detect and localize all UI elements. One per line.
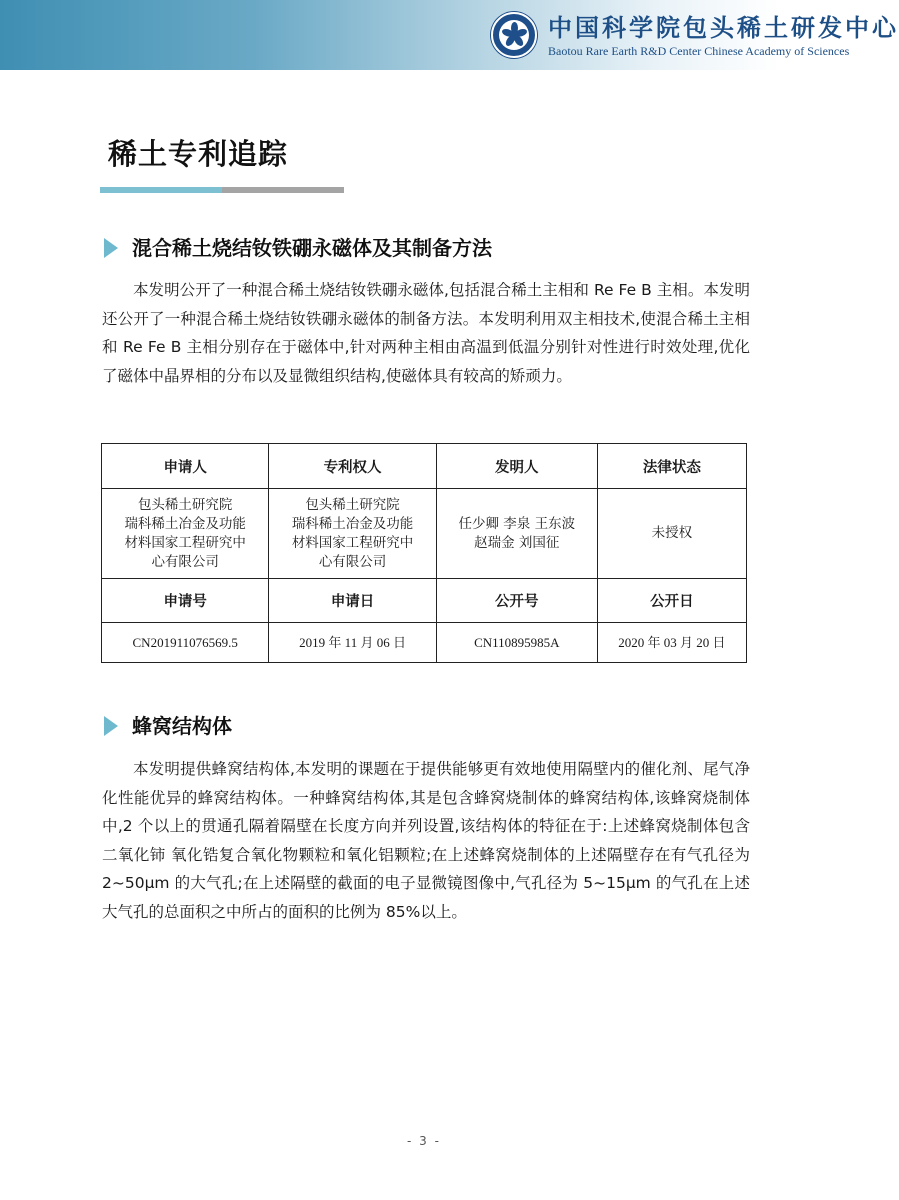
article-heading-text: 混合稀土烧结钕铁硼永磁体及其制备方法 [132, 236, 492, 260]
table-header-publication-no: 公开号 [436, 579, 597, 623]
title-underline-teal [100, 187, 222, 193]
cell-applicant: 包头稀土研究院 瑞科稀土冶金及功能 材料国家工程研究中 心有限公司 [102, 489, 269, 579]
cell-application-no: CN201911076569.5 [102, 623, 269, 663]
table-header-application-date: 申请日 [269, 579, 436, 623]
org-name-cn: 中国科学院包头稀土研发中心 [548, 13, 899, 42]
patent-info-table [101, 443, 747, 663]
table-header-publication-date: 公开日 [597, 579, 746, 623]
cell-publication-date: 2020 年 03 月 20 日 [597, 623, 746, 663]
article-heading-text: 蜂窝结构体 [132, 714, 232, 738]
page-number: - 3 - [407, 1134, 441, 1148]
article-body: 本发明提供蜂窝结构体,本发明的课题在于提供能够更有效地使用隔壁内的催化剂、尾气净化性能优异的蜂窝结构体。一种蜂窝结构体,其是包含蜂窝烧制体的蜂窝结构体,该蜂窝烧制体中,2 个以上的贯通孔隔着隔壁在长度方向并列设置,该结构体的特征在于:上述蜂窝烧制体包含二氧化铈 氧化锆复合氧化物颗粒和氧化铝颗粒;在上述蜂窝烧制体的上述隔壁存在有气孔径为 2~50μm 的大气孔;在上述隔壁的截面的电子显微镜图像中,气孔径为 5~15μm 的气孔在上述大气孔的总面积之中所占的面积的比例为 85%以上。 [102, 760, 750, 921]
header-banner [0, 0, 899, 70]
triangle-bullet-icon [104, 716, 118, 736]
title-underline-gray [222, 187, 344, 193]
triangle-bullet-icon [104, 238, 118, 258]
table-header-application-no: 申请号 [102, 579, 269, 623]
cell-patentee: 包头稀土研究院 瑞科稀土冶金及功能 材料国家工程研究中 心有限公司 [269, 489, 436, 579]
table-header-legal-status: 法律状态 [597, 444, 746, 489]
cell-application-date: 2019 年 11 月 06 日 [269, 623, 436, 663]
section-title: 稀土专利追踪 [108, 137, 289, 171]
article-body: 本发明公开了一种混合稀土烧结钕铁硼永磁体,包括混合稀土主相和 Re Fe B 主相。本发明还公开了一种混合稀土烧结钕铁硼永磁体的制备方法。本发明利用双主相技术,使混合稀土主相和 Re Fe B 主相分别存在于磁体中,针对两种主相由高温到低温分别针对性进行时效处理,优化了磁体中晶界相的分布以及显微组织结构,使磁体具有较高的矫顽力。 [102, 281, 750, 385]
table-header-patentee: 专利权人 [269, 444, 436, 489]
table-header-inventor: 发明人 [436, 444, 597, 489]
cell-publication-no: CN110895985A [436, 623, 597, 663]
org-name-en: Baotou Rare Earth R&D Center Chinese Academy of Sciences [548, 44, 850, 58]
cell-legal-status: 未授权 [597, 489, 746, 579]
table-header-applicant: 申请人 [102, 444, 269, 489]
cas-flower-logo-icon [491, 12, 537, 58]
cell-inventors: 任少卿 李泉 王东波 赵瑞金 刘国征 [436, 489, 597, 579]
